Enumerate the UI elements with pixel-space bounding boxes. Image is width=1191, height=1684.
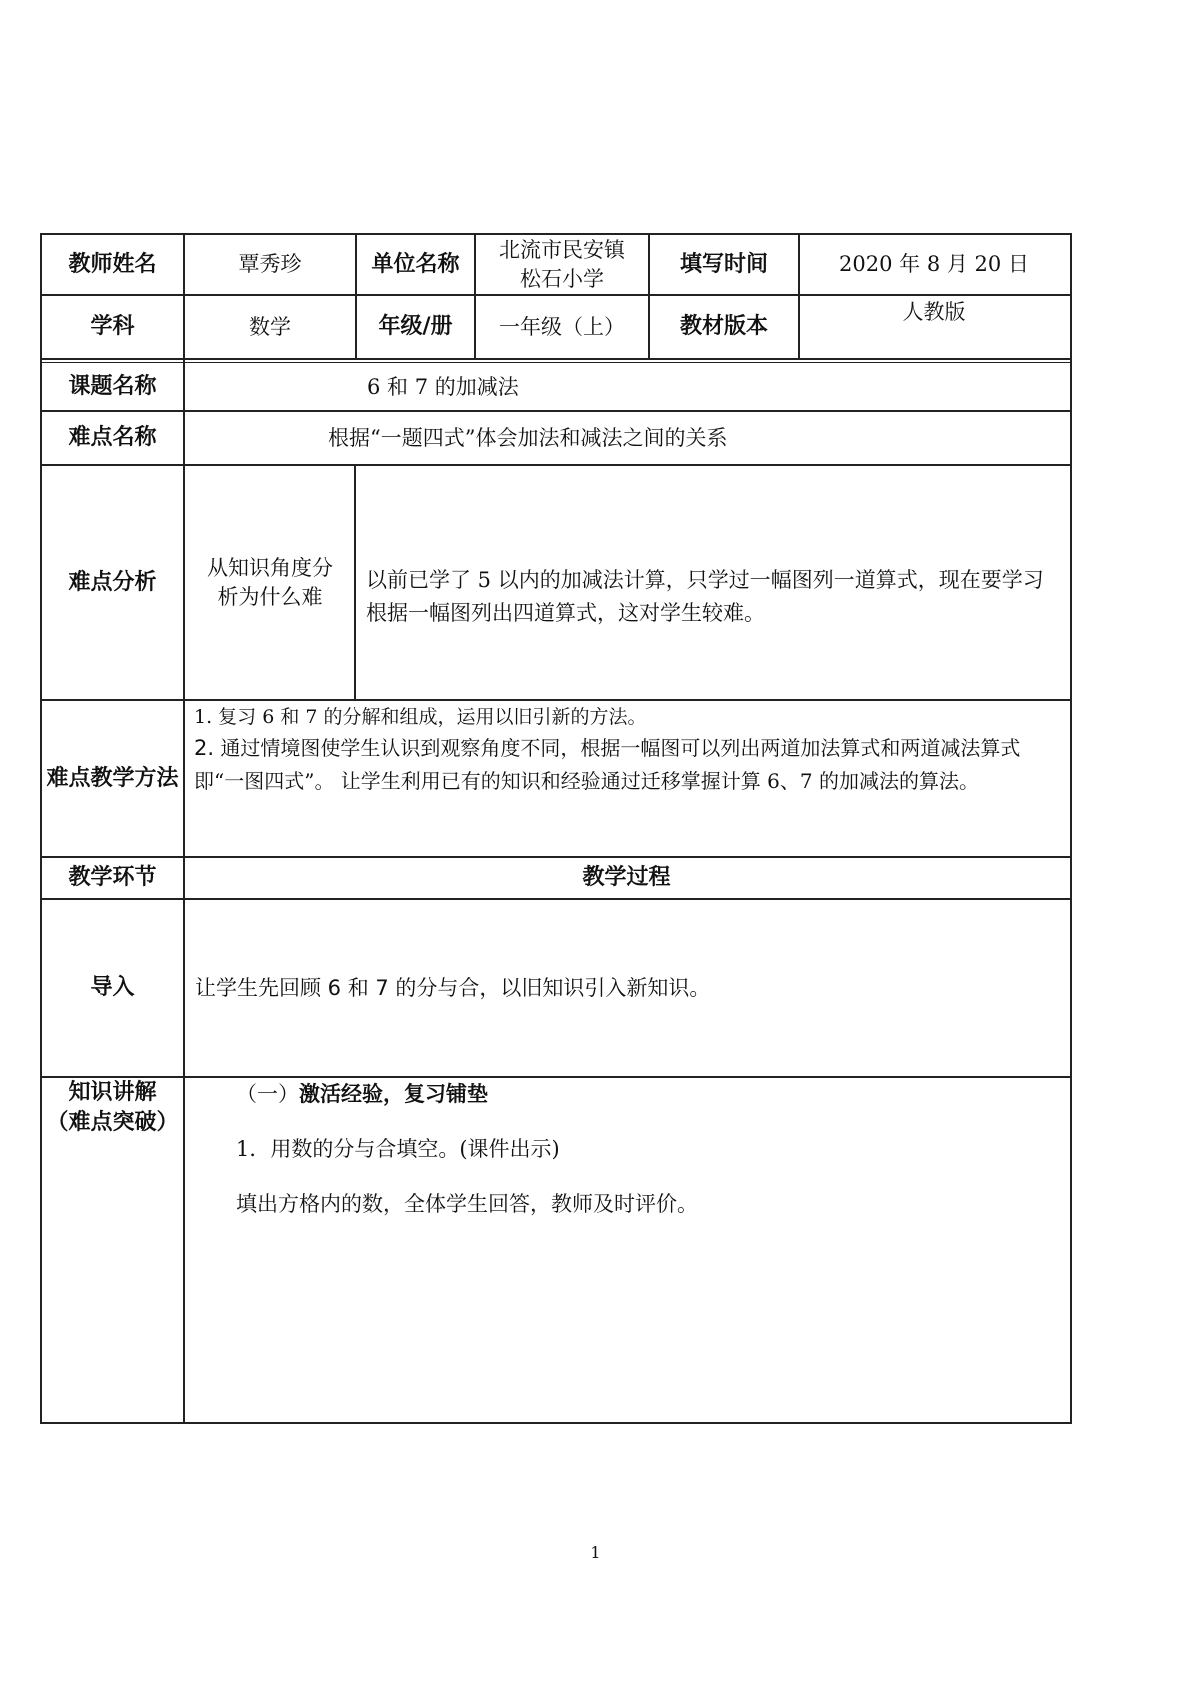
unit-name-value: 北流市民安镇松石小学 [499, 238, 625, 291]
unit-name-label: 单位名称 [371, 251, 460, 277]
analysis-label: 难点分析 [68, 569, 157, 595]
page-number: 1 [590, 1543, 601, 1562]
fill-date-label: 填写时间 [679, 251, 768, 277]
intro-text: 让学生先回顾 6 和 7 的分与合，以旧知识引入新知识。 [195, 975, 711, 1000]
stage-header: 教学环节 [68, 865, 157, 891]
section-prefix: （一） [236, 1082, 299, 1106]
method-label: 难点教学方法 [46, 765, 179, 791]
grade-label: 年级/册 [378, 314, 453, 340]
row-divider [40, 358, 1070, 360]
method-line-2-number: 2. [194, 735, 215, 760]
textbook-value: 人教版 [902, 300, 966, 324]
intro-label: 导入 [90, 975, 135, 1001]
row-divider [40, 1076, 1070, 1078]
explain-label-line-1: 知识讲解 [68, 1080, 157, 1105]
teacher-name-label: 教师姓名 [68, 251, 157, 277]
col-divider [354, 464, 356, 701]
explain-step-1: 1．用数的分与合填空。(课件出示) [236, 1137, 560, 1161]
difficulty-value: 根据“一题四式”体会加法和减法之间的关系 [328, 425, 728, 450]
process-header: 教学过程 [582, 865, 671, 891]
method-text [194, 704, 1062, 797]
method-line-1: 1. 复习 6 和 7 的分解和组成，运用以旧引新的方法。 [194, 706, 647, 728]
method-line-2-text: 通过情境图使学生认识到观察角度不同，根据一幅图可以列出两道加法算式和两道减法算式即“一图四式”。 让学生利用已有的知识和经验通过迁移掌握计算 6、7 的加减法的算法。 [194, 735, 1021, 794]
fill-date-value: 2020 年 8 月 20 日 [839, 252, 1029, 277]
teacher-name-value: 覃秀珍 [238, 252, 302, 277]
difficulty-label: 难点名称 [68, 425, 157, 451]
section-title: 激活经验，复习铺垫 [299, 1081, 488, 1106]
textbook-label: 教材版本 [679, 314, 768, 340]
row-divider [40, 362, 1070, 363]
method-line-2 [194, 732, 1062, 798]
explain-section-heading [236, 1078, 488, 1110]
analysis-text: 以前已学了 5 以内的加减法计算，只学过一幅图列一道算式，现在要学习根据一幅图列出四道算式，这对学生较难。 [366, 568, 1044, 625]
subject-label: 学科 [90, 314, 135, 340]
topic-label: 课题名称 [68, 374, 157, 400]
analysis-sublabel: 从知识角度分析为什么难 [207, 556, 333, 609]
explain-label [42, 1078, 183, 1138]
col-divider [183, 233, 185, 1422]
grade-value: 一年级（上） [499, 314, 625, 339]
subject-value: 数学 [249, 314, 291, 339]
topic-value: 6 和 7 的加减法 [367, 374, 519, 399]
explain-step-1-detail: 填出方格内的数，全体学生回答，教师及时评价。 [236, 1192, 698, 1216]
explain-label-line-2: （难点突破） [46, 1110, 179, 1135]
